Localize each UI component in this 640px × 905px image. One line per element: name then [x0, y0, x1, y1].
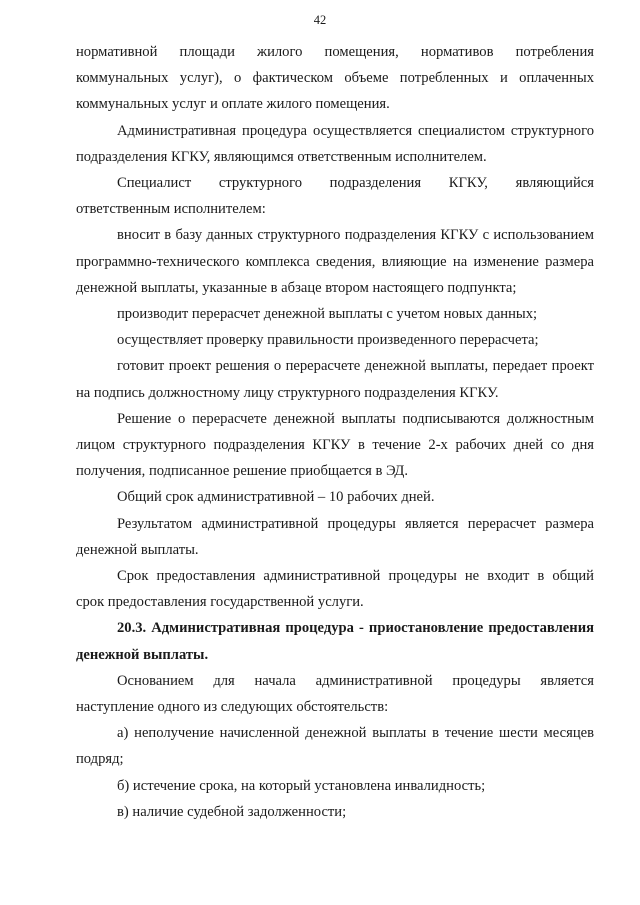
list-item: осуществляет проверку правильности произведенного перерасчета; — [117, 332, 539, 349]
list-item: готовит проект решения о перерасчете денежной выплаты, передает проект на подпись должностному лицу структурного подразделения КГКУ. — [76, 358, 594, 401]
paragraph: Основанием для начала административной процедуры является наступление одного из следующих обстоятельств: — [76, 672, 594, 716]
list-item: в) наличие судебной задолженности; — [117, 803, 347, 820]
page-number: 42 — [313, 13, 327, 27]
paragraph: Общий срок административной – 10 рабочих дней. — [117, 489, 435, 506]
paragraph: Срок предоставления административной процедуры не входит в общий срок предоставления государственной услуги. — [76, 568, 594, 611]
list-item: а) неполучение начисленной денежной выплаты в течение шести месяцев подряд; — [76, 725, 594, 768]
section-heading: 20.3. Административная процедура - приостановление предоставления денежной выплаты. — [76, 620, 594, 663]
paragraph-continuation: нормативной площади жилого помещения, нормативов потребления коммунальных услуг), о фактическом объеме потребленных и оплаченных коммунальных услуг и оплате жилого помещения. — [76, 44, 594, 113]
list-item: б) истечение срока, на который установлена инвалидность; — [117, 777, 486, 794]
paragraph: Административная процедура осуществляется специалистом структурного подразделения КГКУ, являющимся ответственным исполнителем. — [76, 122, 594, 165]
paragraph: Специалист структурного подразделения КГКУ, являющийся ответственным исполнителем: — [76, 175, 594, 218]
list-item: вносит в базу данных структурного подразделения КГКУ с использованием программно-технического комплекса сведения, влияющие на изменение размера денежной выплаты, указанные в абзаце втором настоящего подпункта; — [76, 227, 594, 296]
list-item: производит перерасчет денежной выплаты с учетом новых данных; — [117, 306, 538, 323]
paragraph: Результатом административной процедуры является перерасчет размера денежной выплаты. — [76, 515, 594, 558]
paragraph: Решение о перерасчете денежной выплаты подписываются должностным лицом структурного подразделения КГКУ в течение 2-х рабочих дней со дня получения, подписанное решение приобщается в ЭД. — [76, 410, 594, 480]
document-body — [76, 39, 594, 825]
